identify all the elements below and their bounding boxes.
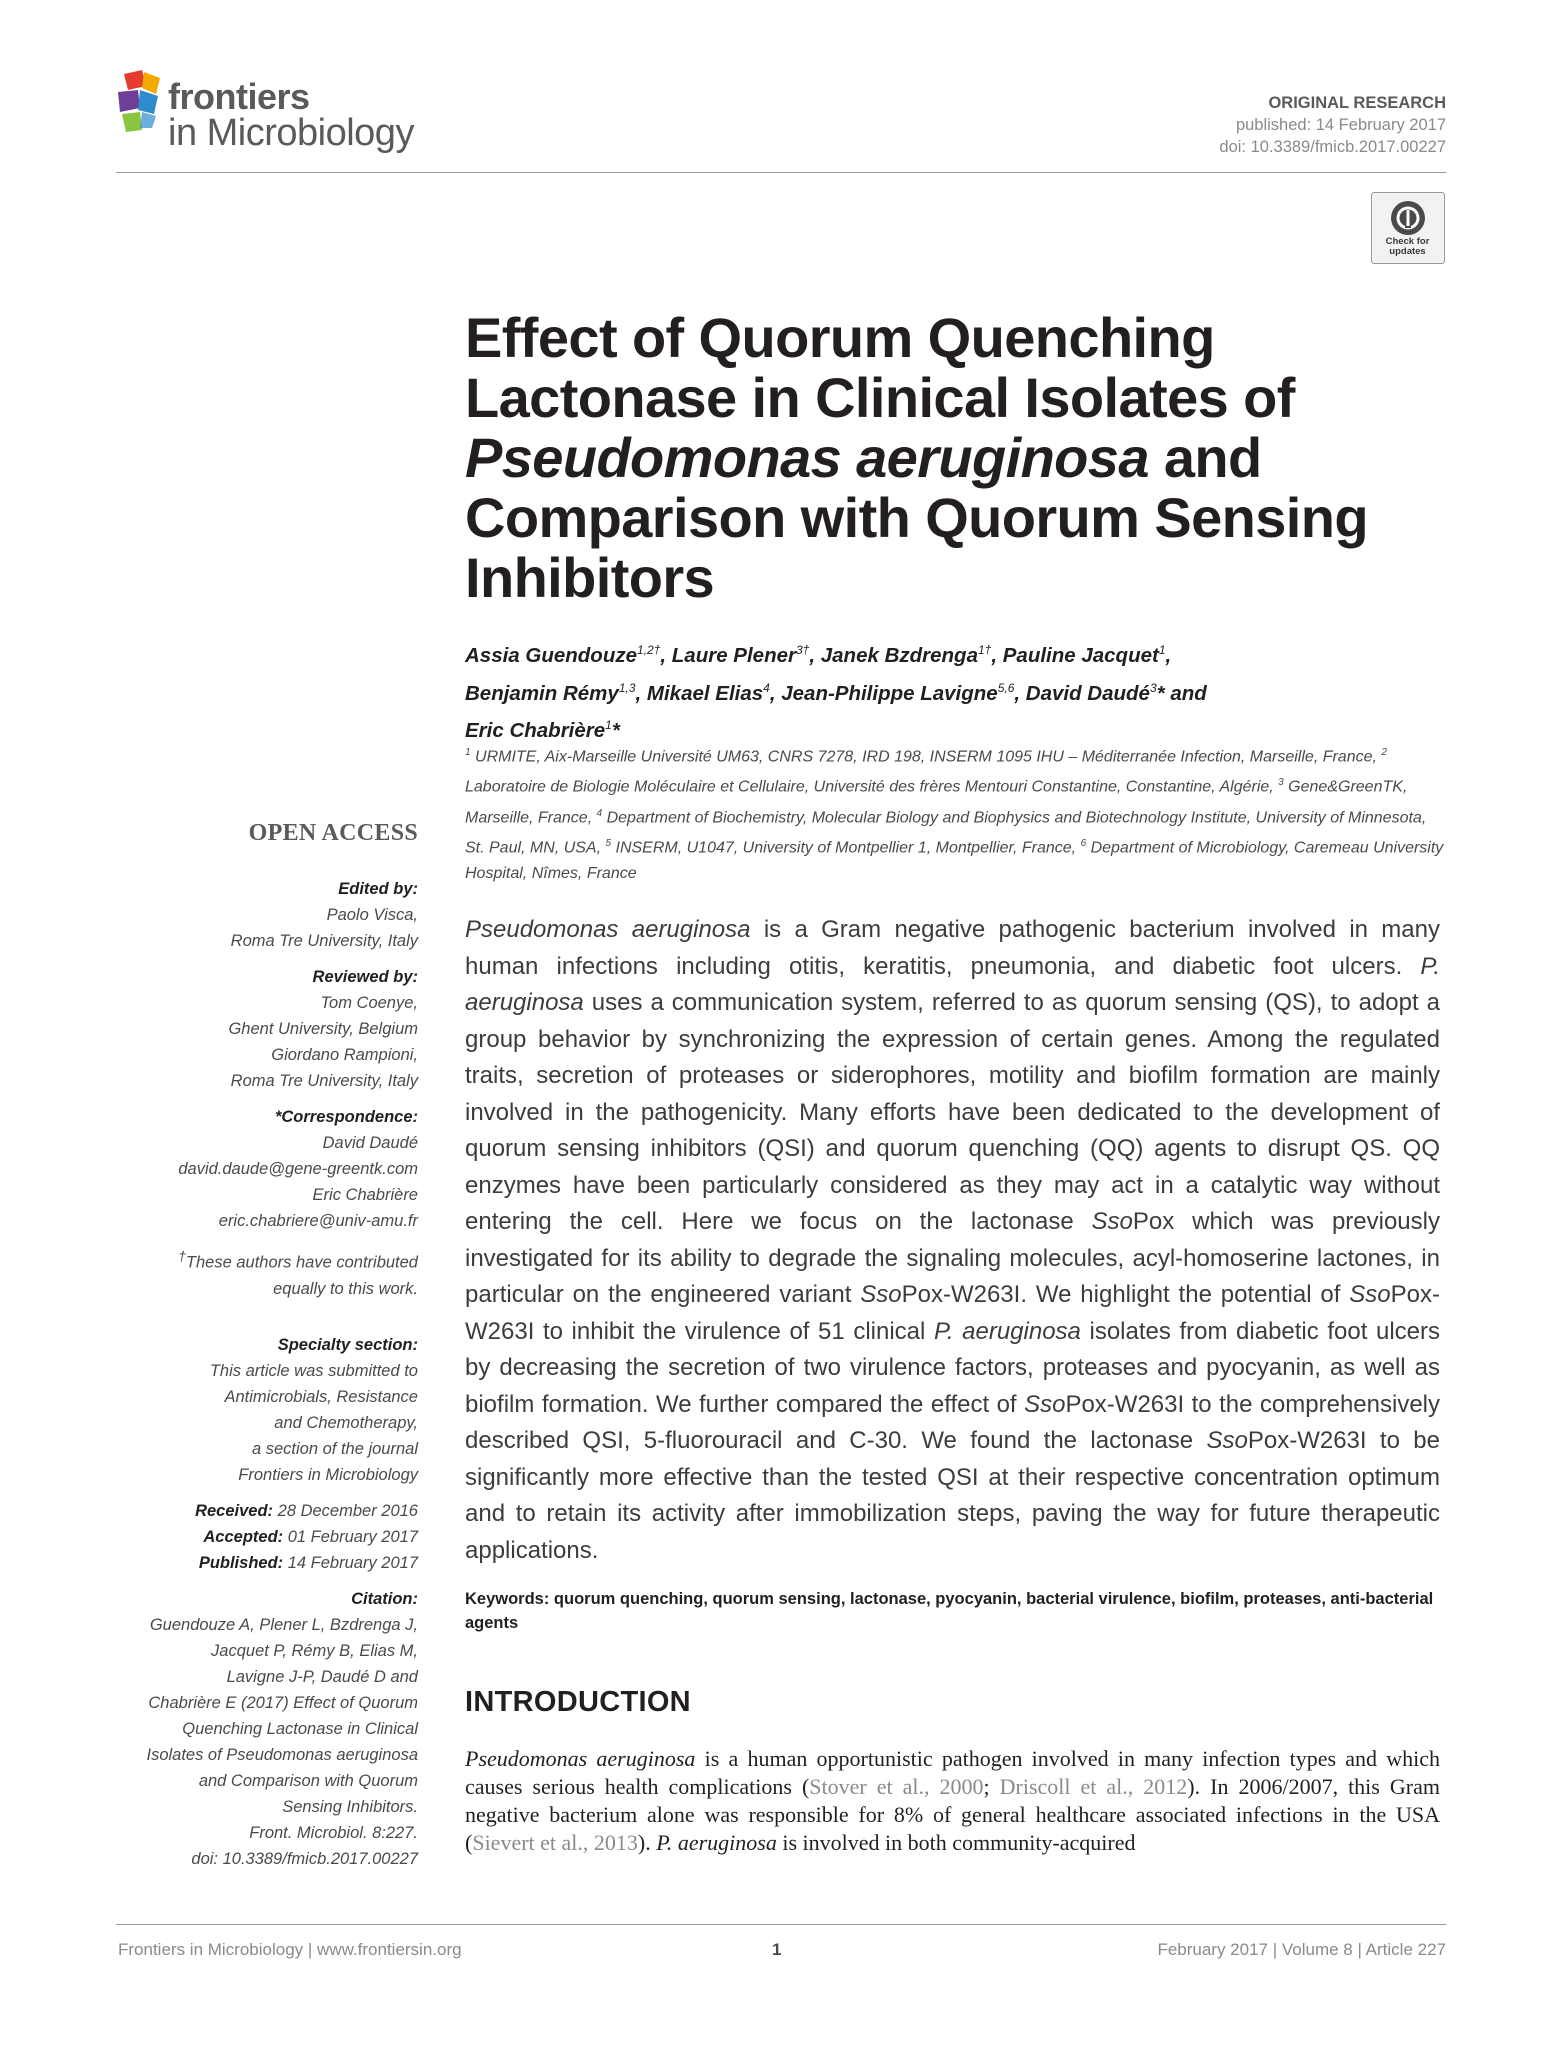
header-divider (116, 172, 1446, 173)
author[interactable]: David Daudé$^3$* and (1025, 680, 1207, 705)
check-for-updates-label: Check for updates (1385, 236, 1430, 257)
author[interactable]: Eric Chabrière$^1$* (465, 718, 620, 743)
doi[interactable]: doi: 10.3389/fmicb.2017.00227 (1219, 138, 1446, 156)
open-access-label: OPEN ACCESS (248, 820, 418, 846)
reference-link[interactable]: Sievert et al., 2013 (472, 1830, 638, 1855)
footer-issue-info: February 2017 | Volume 8 | Article 227 (1157, 1940, 1446, 1959)
page-number: 1 (772, 1940, 782, 1959)
journal-logo[interactable] (116, 62, 446, 162)
abstract: Pseudomonas aeruginosa is a Gram negative pathogenic bacterium involved in many human infections including otitis, keratitis, pneumonia, and diabetic foot ulcers. P. aeruginosa uses a communication system, referred to as quorum sensing (QS), to adopt a group behavior by synchronizing the expression of certain genes. Among the regulated traits, secretion of proteases or siderophores, motility and biofilm formation are mainly involved in the pathogenicity. Many efforts have been dedicated to the development of quorum sensing inhibitors (QSI) and quorum quenching (QQ) agents to disrupt QS. QQ enzymes have been particularly considered as they may act in a catalytic way without entering the cell. Here we focus on the lactonase SsoPox which was previously investigated for its ability to degrade the signaling molecules, acyl-homoserine lactones, in particular on the engineered variant SsoPox-W263I. We highlight the potential of SsoPox-W263I to inhibit the virulence of 51 clinical P. aeruginosa isolates from diabetic foot ulcers by decreasing the secretion of two virulence factors, proteases and pyocyanin, as well as biofilm formation. We further compared the effect of SsoPox-W263I to the comprehensively described QSI, 5-fluorouracil and C-30. We found the lactonase SsoPox-W263I to be significantly more effective than the tested QSI at their respective concentration optimum and to retain its activity after immobilization steps, paving the way for future therapeutic applications. (465, 916, 1440, 1564)
author[interactable]: Assia Guendouze$^{1,2\dagger}$, (465, 643, 672, 667)
title-italic: Pseudomonas aeruginosa (465, 426, 1149, 489)
footer-divider (116, 1924, 1446, 1925)
specialty-section: Specialty section: This article was submitted to Antimicrobials, Resistance and Chemotherapy, a section of the journal Frontiers in Microbiology (209, 1335, 418, 1484)
author[interactable]: Jean-Philippe Lavigne$^{5,6}$, (781, 680, 1026, 705)
author[interactable]: Mikael Elias$^4$, (646, 680, 782, 705)
author-list (465, 634, 1425, 747)
email-link[interactable]: david.daude@gene-greentk.com (178, 1160, 418, 1178)
introduction-body: Pseudomonas aeruginosa is a human opportunistic pathogen involved in many infection types and which causes serious health complications (Stover et al., 2000; Driscoll et al., 2012). In 2006/2007, this Gram negative bacterium alone was responsible for 8% of general healthcare associated infections in the USA (Sievert et al., 2013). P. aeruginosa is involved in both community-acquired (465, 1746, 1440, 1855)
edited-by: Edited by: Paolo Visca, Roma Tre University, Italy (230, 880, 418, 950)
title-line: Lactonase in Clinical Isolates of (465, 366, 1295, 429)
published-date: published: 14 February 2017 (1235, 116, 1446, 134)
crossmark-icon (1388, 198, 1428, 238)
footer-journal-link[interactable]: Frontiers in Microbiology | www.frontiersin.org (118, 1940, 462, 1959)
title-text: and (1148, 426, 1262, 489)
article-dates: Received: 28 December 2016 Accepted: 01 February 2017 Published: 14 February 2017 (195, 1501, 418, 1572)
reference-link[interactable]: Stover et al., 2000 (809, 1774, 984, 1799)
author[interactable]: Pauline Jacquet$^1$, (1002, 643, 1172, 667)
article-title (465, 308, 1425, 608)
title-line: Inhibitors (465, 546, 715, 609)
check-for-updates-badge[interactable] (1371, 192, 1445, 264)
title-line (465, 428, 1425, 488)
equal-contribution-note: †These authors have contributed equally to this work. (178, 1249, 418, 1298)
reference-link[interactable]: Driscoll et al., 2012 (999, 1774, 1188, 1799)
article-type: ORIGINAL RESEARCH (1268, 94, 1446, 112)
article-meta (1219, 92, 1446, 158)
reviewed-by: Reviewed by: Tom Coenye, Ghent University, Belgium Giordano Rampioni, Roma Tre University, Italy (228, 968, 418, 1090)
journal-name-line1: frontiers (168, 76, 310, 117)
article-sidebar (100, 876, 418, 1882)
keywords: Keywords: quorum quenching, quorum sensing, lactonase, pyocyanin, bacterial virulence, biofilm, proteases, anti-bacterial agents (465, 1590, 1434, 1632)
title-line: Comparison with Quorum Sensing (465, 486, 1368, 549)
affiliations: $^1$ URMITE, Aix-Marseille Université UM63, CNRS 7278, IRD 198, INSERM 1095 IHU – Méditerranée Infection, Marseille, France, $^2$ Laboratoire de Biologie Moléculaire et Cellulaire, Université des frères Mentouri Constantine, Constantine, Algérie, $^3$ Gene&GreenTK, Marseille, France, $^4$ Department of Biochemistry, Molecular Biology and Biophysics and Biotechnology Institute, University of Minnesota, St. Paul, MN, USA, $^5$ INSERM, U1047, University of Montpellier 1, Montpellier, France, $^6$ Department of Microbiology, Caremeau University Hospital, Nîmes, France (465, 747, 1444, 883)
email-link[interactable]: eric.chabriere@univ-amu.fr (218, 1212, 418, 1230)
author[interactable]: Janek Bzdrenga$^{1\dagger}$, (820, 643, 1003, 667)
correspondence: *Correspondence: David Daudé david.daude@gene-greentk.com Eric Chabrière eric.chabriere@univ-amu.fr (100, 1104, 418, 1234)
title-line: Effect of Quorum Quenching (465, 306, 1215, 369)
author[interactable]: Benjamin Rémy$^{1,3}$, (465, 680, 647, 705)
section-heading-introduction: INTRODUCTION (465, 1686, 691, 1718)
journal-name-line2: in Microbiology (168, 112, 414, 154)
citation: Citation: Guendouze A, Plener L, Bzdrenga J, Jacquet P, Rémy B, Elias M, Lavigne J-P, Daudé D and Chabrière E (2017) Effect of Quorum Quenching Lactonase in Clinical Isolates of Pseudomonas aeruginosa and Comparison with Quorum Sensing Inhibitors. Front. Microbiol. 8:227. doi: 10.3389/fmicb.2017.00227 (146, 1589, 418, 1868)
author[interactable]: Laure Plener$^{3\dagger}$, (671, 643, 821, 667)
frontiers-logo-icon (116, 70, 170, 132)
